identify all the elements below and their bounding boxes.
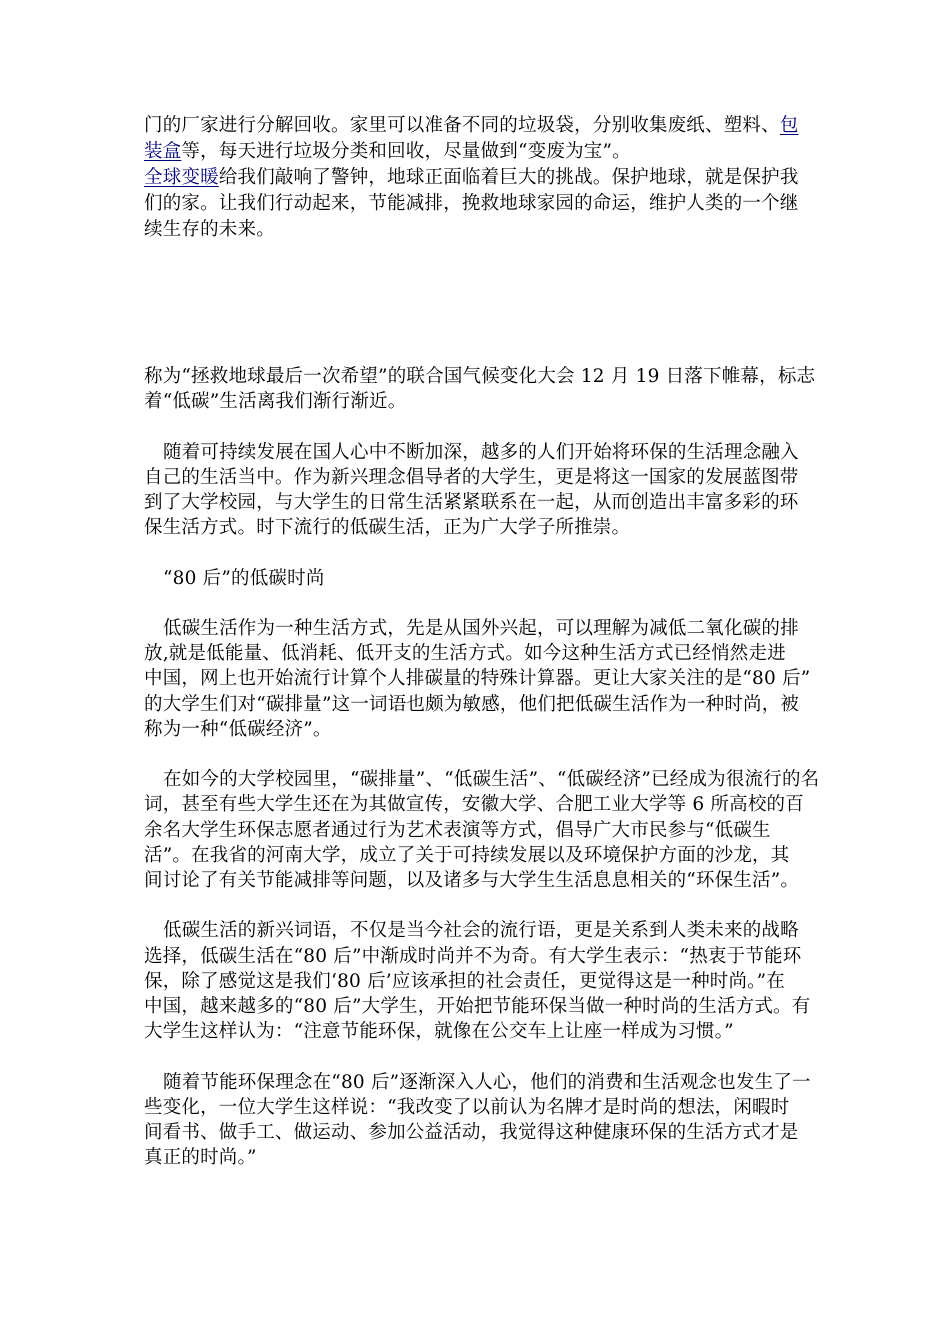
paragraph-line: 在如今的大学校园里，“碳排量”、“低碳生活”、“低碳经济”已经成为很流行的名 [163,769,820,791]
intro-section [144,113,814,243]
intro-line: 续生存的未来。 [144,219,275,240]
intro-text: 给我们敲响了警钟，地球正面临着巨大的挑战。保护地球，就是保护我 [218,167,799,188]
packaging-box-link[interactable]: 装盒 [144,141,182,162]
heading-text: “80 后”的低碳时尚 [163,567,325,589]
intro-line [144,165,814,191]
paragraph-line: 余名大学生环保志愿者通过行为艺术表演等方式，倡导广大市民参与“低碳生 [144,819,771,841]
paragraph-line: 自己的生活当中。作为新兴理念倡导者的大学生，更是将这一国家的发展蓝图带 [144,466,799,488]
article-paragraph [144,364,814,414]
paragraph-line: 随着节能环保理念在“80 后”逐渐深入人心，他们的消费和生活观念也发生了一 [163,1071,811,1093]
paragraph-line: 随着可持续发展在国人心中不断加深，越多的人们开始将环保的生活理念融入 [163,441,799,463]
intro-line: 们的家。让我们行动起来，节能减排，挽救地球家园的命运，维护人类的一个继 [144,193,799,214]
packaging-box-link[interactable]: 包 [779,115,799,136]
paragraph-line: 词，甚至有些大学生还在为其做宣传，安徽大学、合肥工业大学等 6 所高校的百 [144,794,804,816]
intro-line [144,113,814,139]
paragraph-line: 保生活方式。时下流行的低碳生活，正为广大学子所推崇。 [144,517,631,539]
article-body [144,364,820,1196]
intro-line [144,139,814,165]
paragraph-line: 中国，网上也开始流行计算个人排碳量的特殊计算器。更让大家关注的是“80 后” [144,668,811,690]
paragraph-line: 间看书、做手工、做运动、参加公益活动，我觉得这种健康环保的生活方式才是 [144,1122,799,1143]
paragraph-line: 间讨论了有关节能减排等问题，以及诸多与大学生生活息息相关的“环保生活”。 [144,870,800,891]
paragraph-line: 选择，低碳生活在“80 后”中渐成时尚并不为奇。有大学生表示：“热衷于节能环 [144,945,802,967]
paragraph-line: 真正的时尚。” [144,1147,257,1169]
paragraph-line: 到了大学校园，与大学生的日常生活紧紧联系在一起，从而创造出丰富多彩的环 [144,492,799,513]
paragraph-line: 中国，越来越多的“80 后”大学生，开始把节能环保当做一种时尚的生活方式。有 [144,996,811,1017]
paragraph-line: 放,就是低能量、低消耗、低开支的生活方式。如今这种生活方式已经悄然走进 [144,643,786,665]
paragraph-line: 活”。在我省的河南大学，成立了关于可持续发展以及环境保护方面的沙龙，其 [144,844,790,866]
article-paragraph [144,767,820,893]
paragraph-line: 称为“拯救地球最后一次希望”的联合国气候变化大会 12 月 19 日落下帷幕，标志 [144,366,816,387]
paragraph-line: 低碳生活的新兴词语，不仅是当今社会的流行语，更是关系到人类未来的战略 [163,920,799,942]
global-warming-link[interactable]: 全球变暖 [144,167,219,188]
article-paragraph [144,1070,814,1171]
article-paragraph [144,440,814,541]
section-heading [144,566,814,591]
paragraph-line: 大学生这样认为：“注意节能环保，就像在公交车上让座一样成为习惯。” [144,1021,734,1043]
article-paragraph [144,616,814,742]
paragraph-line: 着“低碳”生活离我们渐行渐近。 [144,391,407,413]
paragraph-line: 低碳生活作为一种生活方式，先是从国外兴起，可以理解为减低二氧化碳的排 [163,617,799,639]
paragraph-line: 保，除了感觉这是我们‘80 后’应该承担的社会责任，更觉得这是一种时尚。”在 [144,970,785,992]
paragraph-line: 的大学生们对“碳排量”这一词语也颇为敏感，他们把低碳生活作为一种时尚，被 [144,693,800,715]
paragraph-line: 称为一种“低碳经济”。 [144,718,332,740]
paragraph-line: 些变化，一位大学生这样说：“我改变了以前认为名牌才是时尚的想法，闲暇时 [144,1096,790,1118]
intro-text: 门的厂家进行分解回收。家里可以准备不同的垃圾袋，分别收集废纸、塑料、 [144,115,780,136]
article-paragraph [144,918,814,1044]
intro-text: 等，每天进行垃圾分类和回收，尽量做到“变废为宝”。 [181,141,631,162]
